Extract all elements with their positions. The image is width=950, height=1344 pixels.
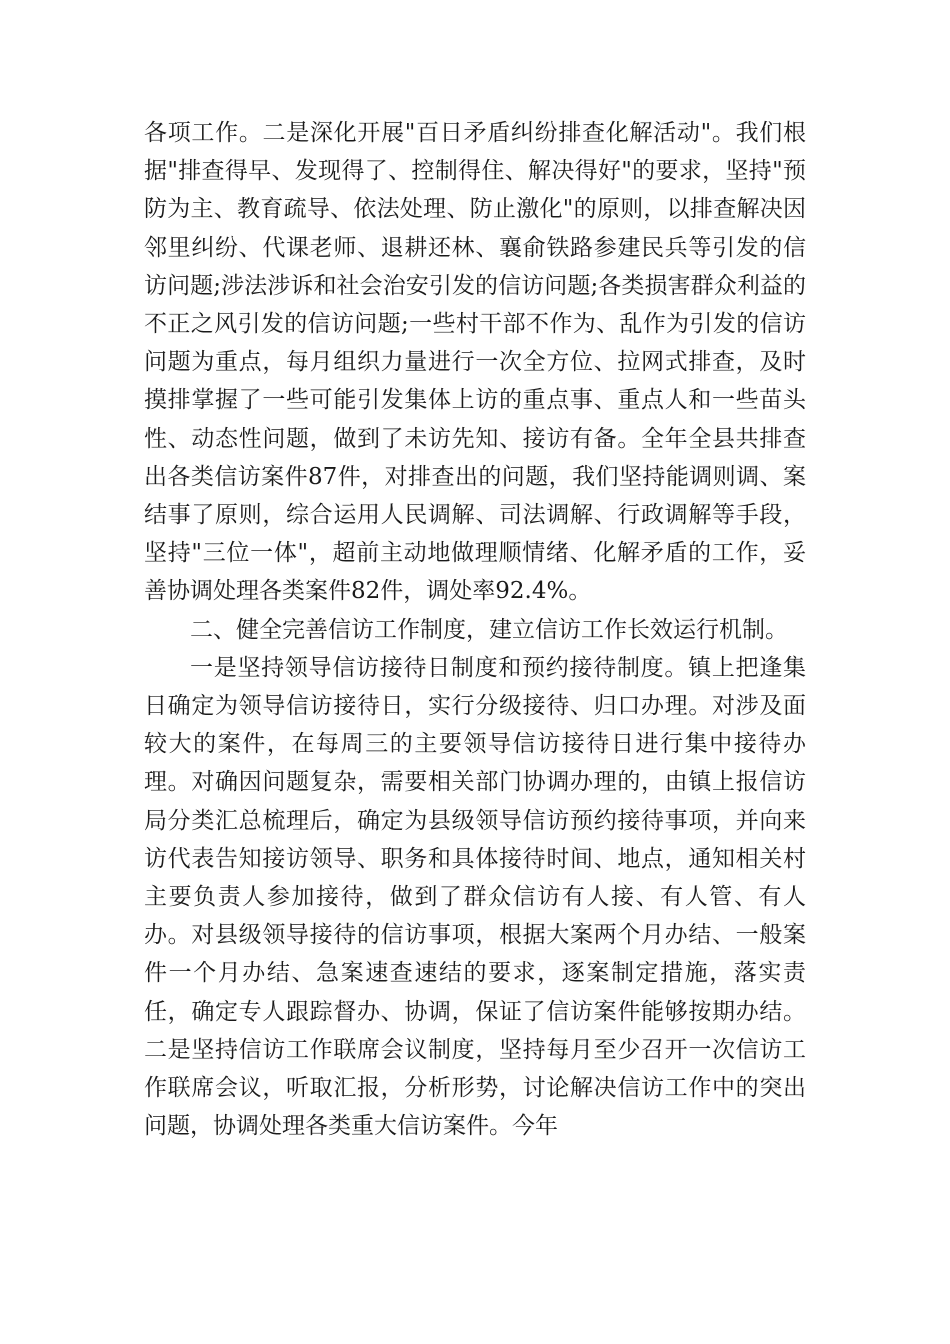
paragraph-petition-investigation: 各项工作。二是深化开展"百日矛盾纠纷排查化解活动"。我们根据"排查得早、发现得了、控制得住、解决得好"的要求，坚持"预防为主、教育疏导、依法处理、防止激化"的原则，以排查解决因邻里纠纷、代课老师、退耕还林、襄俞铁路参建民兵等引发的信访问题;涉法涉诉和社会治安引发的信访问题;各类损害群众利益的不正之风引发的信访问题;一些村干部不作为、乱作为引发的信访问题为重点，每月组织力量进行一次全方位、拉网式排查，及时摸排掌握了一些可能引发集体上访的重点事、重点人和一些苗头性、动态性问题，做到了未访先知、接访有备。全年全县共排查出各类信访案件87件，对排查出的问题，我们坚持能调则调、案结事了原则，综合运用人民调解、司法调解、行政调解等手段，坚持"三位一体"，超前主动地做理顺情绪、化解矛盾的工作，妥善协调处理各类案件82件，调处率92.4%。	[144, 120, 806, 605]
section-heading-petition-system: 二、健全完善信访工作制度，建立信访工作长效运行机制。	[190, 616, 788, 643]
paragraph-reception-system: 一是坚持领导信访接待日制度和预约接待制度。镇上把逢集日确定为领导信访接待日，实行分级接待、归口办理。对涉及面较大的案件，在每周三的主要领导信访接待日进行集中接待办理。对确因问题复杂，需要相关部门协调办理的，由镇上报信访局分类汇总梳理后，确定为县级领导信访预约接待事项，并向来访代表告知接访领导、职务和具体接待时间、地点，通知相关村主要负责人参加接待，做到了群众信访有人接、有人管、有人办。对县级领导接待的信访事项，根据大案两个月办结、一般案件一个月办结、急案速查速结的要求，逐案制定措施，落实责任，确定专人跟踪督办、协调，保证了信访案件能够按期办结。二是坚持信访工作联席会议制度，坚持每月至少召开一次信访工作联席会议，听取汇报，分析形势，讨论解决信访工作中的突出问题，协调处理各类重大信访案件。今年	[144, 654, 806, 1140]
document-page	[144, 114, 806, 1145]
